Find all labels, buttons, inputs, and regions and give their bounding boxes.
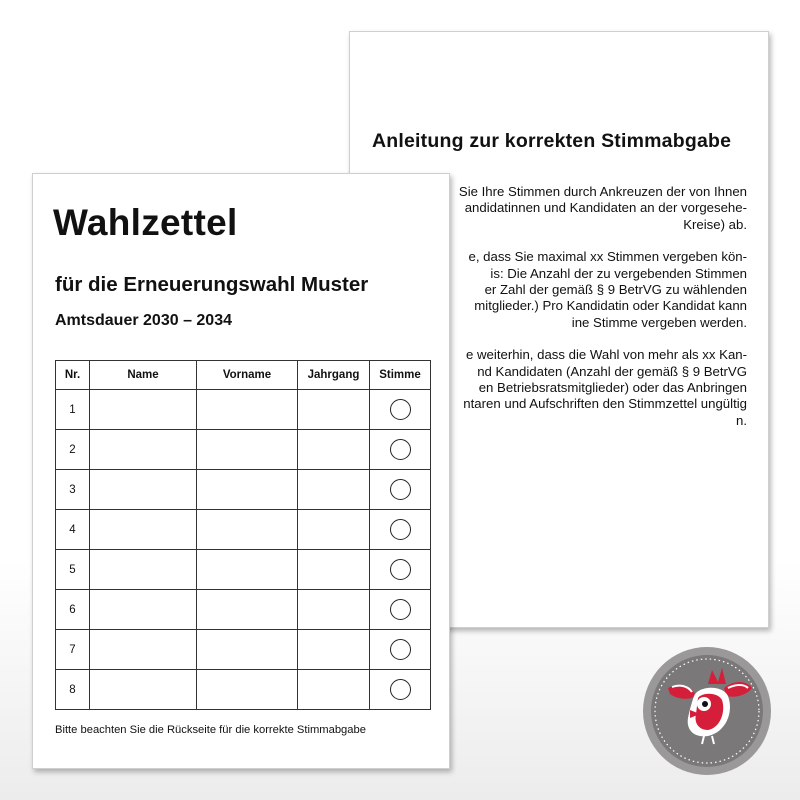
- vorname-cell[interactable]: [197, 470, 298, 510]
- vote-cell: [370, 630, 431, 670]
- instruction-line: andidatinnen und Kandidaten an der vorgesehe-: [464, 200, 747, 216]
- table-row: [56, 470, 431, 510]
- row-number: 7: [56, 630, 90, 670]
- vote-cell: [370, 390, 431, 430]
- jahrgang-cell[interactable]: [298, 510, 370, 550]
- vorname-cell[interactable]: [197, 590, 298, 630]
- name-cell[interactable]: [90, 430, 197, 470]
- vote-circle[interactable]: [390, 679, 411, 700]
- vote-circle[interactable]: [390, 399, 411, 420]
- instruction-line: ntaren und Aufschriften den Stimmzettel ungültig: [463, 396, 747, 412]
- header-vorname: Vorname: [197, 361, 298, 390]
- header-name: Name: [90, 361, 197, 390]
- name-cell[interactable]: [90, 390, 197, 430]
- ballot-title: Wahlzettel: [53, 202, 238, 243]
- vorname-cell[interactable]: [197, 550, 298, 590]
- instruction-title: Anleitung zur korrekten Stimmabgabe: [372, 130, 732, 152]
- vote-circle[interactable]: [390, 519, 411, 540]
- table-row: [56, 670, 431, 710]
- vote-cell: [370, 510, 431, 550]
- row-number: 6: [56, 590, 90, 630]
- ballot-term: Amtsdauer 2030 – 2034: [55, 312, 232, 329]
- vorname-cell[interactable]: [197, 510, 298, 550]
- vote-circle[interactable]: [390, 599, 411, 620]
- instruction-line: Sie Ihre Stimmen durch Ankreuzen der von Ihnen: [458, 184, 747, 199]
- instruction-line: ine Stimme vergeben werden.: [571, 314, 747, 330]
- name-cell[interactable]: [90, 510, 197, 550]
- table-row: [56, 390, 431, 430]
- vote-cell: [370, 590, 431, 630]
- row-number: 4: [56, 510, 90, 550]
- vote-circle[interactable]: [390, 639, 411, 660]
- vote-cell: [370, 470, 431, 510]
- jahrgang-cell[interactable]: [298, 630, 370, 670]
- vote-circle[interactable]: [390, 559, 411, 580]
- row-number: 2: [56, 430, 90, 470]
- ballot-subtitle: für die Erneuerungswahl Muster: [55, 273, 369, 296]
- vote-circle[interactable]: [390, 439, 411, 460]
- jahrgang-cell[interactable]: [298, 670, 370, 710]
- jahrgang-cell[interactable]: [298, 550, 370, 590]
- jahrgang-cell[interactable]: [298, 390, 370, 430]
- vote-circle[interactable]: [390, 479, 411, 500]
- instruction-line: n.: [736, 412, 747, 428]
- vorname-cell[interactable]: [197, 630, 298, 670]
- table-row: [56, 590, 431, 630]
- vorname-cell[interactable]: [197, 390, 298, 430]
- ballot-sheet: [32, 173, 450, 769]
- instruction-line: Kreise) ab.: [683, 216, 747, 232]
- table-row: [56, 430, 431, 470]
- row-number: 5: [56, 550, 90, 590]
- instruction-line: e weiterhin, dass die Wahl von mehr als xx Kan-: [466, 347, 747, 363]
- instruction-line: er Zahl der gemäß § 9 BetrVG zu wählenden: [484, 282, 747, 298]
- row-number: 1: [56, 390, 90, 430]
- name-cell[interactable]: [90, 630, 197, 670]
- jahrgang-cell[interactable]: [298, 430, 370, 470]
- instruction-line: mitglieder.) Pro Kandidatin oder Kandidat kann: [474, 298, 747, 314]
- table-header-row: [56, 361, 431, 390]
- name-cell[interactable]: [90, 590, 197, 630]
- ballot-footer: Bitte beachten Sie die Rückseite für die korrekte Stimmabgabe: [55, 724, 366, 736]
- instruction-line: en Betriebsratsmitglieder) oder das Anbringen: [478, 380, 747, 396]
- instruction-line: e, dass Sie maximal xx Stimmen vergeben kön-: [468, 249, 747, 265]
- vorname-cell[interactable]: [197, 670, 298, 710]
- jahrgang-cell[interactable]: [298, 470, 370, 510]
- vote-cell: [370, 430, 431, 470]
- jahrgang-cell[interactable]: [298, 590, 370, 630]
- header-stimme: Stimme: [370, 361, 431, 390]
- name-cell[interactable]: [90, 470, 197, 510]
- vote-cell: [370, 550, 431, 590]
- header-nr: Nr.: [56, 361, 90, 390]
- instruction-line: is: Die Anzahl der zu vergebenden Stimmen: [490, 265, 747, 281]
- name-cell[interactable]: [90, 550, 197, 590]
- name-cell[interactable]: [90, 670, 197, 710]
- header-jahrgang: Jahrgang: [298, 361, 370, 390]
- table-row: [56, 510, 431, 550]
- table-row: [56, 550, 431, 590]
- vorname-cell[interactable]: [197, 430, 298, 470]
- instruction-line: nd Kandidaten (Anzahl der gemäß § 9 BetrVG: [477, 363, 747, 379]
- table-row: [56, 630, 431, 670]
- candidate-table: [55, 360, 431, 710]
- vote-cell: [370, 670, 431, 710]
- row-number: 3: [56, 470, 90, 510]
- red-bird-logo-icon: [642, 646, 772, 776]
- row-number: 8: [56, 670, 90, 710]
